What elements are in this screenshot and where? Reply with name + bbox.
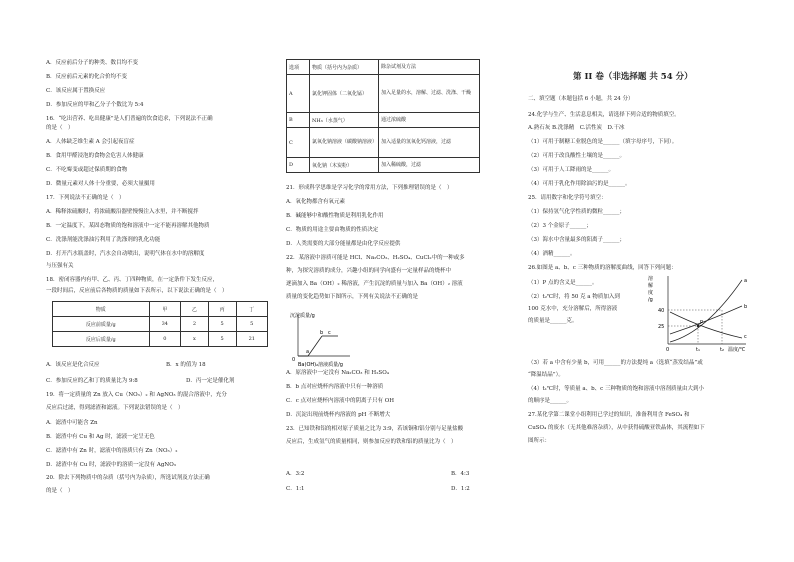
table-row bbox=[53, 332, 268, 347]
table-cell: 5 bbox=[208, 332, 236, 347]
point-p bbox=[697, 325, 699, 327]
q17-stem: 17．下列说法不正确的是（ ） bbox=[46, 195, 125, 201]
table-header-row bbox=[53, 302, 268, 317]
q15-option-a: A．反应前后分子的种类、数目均不变 bbox=[46, 60, 138, 66]
q18-option-c: C．参加反应的乙和丁的质量比为 9:8 bbox=[46, 378, 138, 384]
q18-table bbox=[52, 301, 268, 347]
x-axis-label: 温度/℃ bbox=[728, 347, 746, 353]
q26-part-4-cont: 的顺序是______。 bbox=[528, 398, 573, 404]
q26-part-2-cont1: 100 克水中，充分溶解后，所得溶液 bbox=[528, 306, 618, 312]
curve-c bbox=[670, 312, 742, 338]
x-tick-0: 0 bbox=[666, 347, 670, 353]
q22-option-a: A．原溶液中一定没有 Na₂CO₃ 和 H₂SO₄ bbox=[286, 370, 389, 376]
q20-stem: 20．除去下列物质中的杂质（括号内为杂质），所选试剂及方法正确 bbox=[46, 475, 210, 481]
y-tick-40: 40 bbox=[658, 308, 665, 314]
q26-stem: 26.如图是 a、b、c 三种物质的溶解度曲线，回答下列问题： bbox=[528, 265, 677, 271]
curve-rise bbox=[308, 336, 322, 356]
x-axis-label: Ba(OH)₂溶液质量/g bbox=[298, 362, 343, 368]
q20-stem-cont: 的是（ ） bbox=[46, 488, 74, 494]
q15-option-d: D．参加反应的甲和乙分子个数比为 5:4 bbox=[46, 102, 144, 108]
table-cell: 氯化钾固体（二氧化锰） bbox=[310, 75, 379, 113]
q24-stem: 24.化学与生产、生活息息相关，请选择下列合适的物质填空。 bbox=[528, 112, 680, 118]
q17-option-b: B．一定温度下，某固态物质的饱和溶液中一定不能再溶解其他物质 bbox=[46, 223, 210, 229]
curve-b-label: b bbox=[744, 304, 748, 310]
origin-label: 0 bbox=[292, 357, 296, 363]
q26-solubility-chart bbox=[646, 272, 754, 358]
point-p-label: P bbox=[700, 320, 704, 326]
q19-option-a: A．滤渣中可能含 Zn bbox=[46, 420, 98, 426]
curve-c-label: c bbox=[744, 334, 747, 340]
q21-option-c: C．物质的用途主要由物质的性质决定 bbox=[286, 227, 379, 233]
q22-stem-cont1: 种，为探究溶质的成分，兴趣小组的同学向盛有一定量样品的烧杯中 bbox=[286, 268, 452, 274]
q19-option-d: D．滤渣中有 Cu 时，滤液中的溶质一定没有 AgNO₃ bbox=[46, 462, 176, 468]
q26-part-1: （1）P 点的含义是______。 bbox=[528, 280, 598, 286]
q26-part-3: （3）若 a 中含有少量 b，可用______的方法提纯 a（选填“蒸发结晶”或 bbox=[528, 360, 703, 366]
q23-option-b: B．4:3 bbox=[451, 471, 470, 477]
table-cell: 反应后质量/g bbox=[53, 332, 150, 347]
q18-option-a: A．该反应是化合反应 bbox=[46, 362, 100, 368]
table-cell: 21 bbox=[236, 332, 268, 347]
table-cell: 0 bbox=[149, 332, 180, 347]
q25-stem: 25．请用数字和化学符号填空： bbox=[528, 195, 607, 201]
q18-stem-cont: 一段时间后，反应前后各物质的质量如下表所示，以下说法正确的是（ ） bbox=[46, 288, 228, 294]
q25-part-3: （3）海水中含量最多的阳离子______； bbox=[528, 237, 626, 243]
q26-part-2: （2）t₂℃时，将 50 克 a 物质加入到 bbox=[528, 294, 620, 300]
q22-option-d: D．沉淀出现前烧杯内溶液的 pH 不断增大 bbox=[286, 412, 391, 418]
q25-part-2: （2）3 个金原子______； bbox=[528, 223, 592, 229]
table-cell: D bbox=[287, 158, 310, 173]
table-row bbox=[287, 75, 480, 113]
q22-option-c: C．c 点对应烧杯内溶液中的阴离子只有 OH bbox=[286, 398, 395, 404]
q16-option-d: D．微量元素对人体十分重要，必须大量摄用 bbox=[46, 181, 155, 187]
q26-part-4: （4）t₁℃时，等质量 a、b、c 三种物质的饱和溶液中溶剂质量由大到小 bbox=[528, 386, 704, 392]
table-cell: 5 bbox=[208, 317, 236, 332]
q23-option-c: C．1:1 bbox=[286, 486, 305, 492]
q23-stem-cont: 反应后，生成氢气的质量相同，则参加反应的铁和铝的质量比为（ ） bbox=[286, 439, 457, 445]
table-header-cell: 丙 bbox=[208, 302, 236, 317]
table-row bbox=[287, 158, 480, 173]
table-cell: 加入稀硫酸，过滤 bbox=[379, 158, 480, 173]
table-cell: 氯氧化钠溶液（碳酸钠溶液） bbox=[310, 128, 379, 158]
table-cell: NH₃（水蒸气） bbox=[310, 113, 379, 128]
table-cell: B bbox=[287, 113, 310, 128]
q16-option-a: A．人体缺乏维生素 A 会引起夜盲症 bbox=[46, 139, 135, 145]
table-header-cell: 乙 bbox=[181, 302, 209, 317]
table-header-cell: 物质 bbox=[53, 302, 150, 317]
q25-part-4: （4）酒精______。 bbox=[528, 251, 576, 257]
x-tick-t1: t₁ bbox=[696, 347, 700, 353]
point-label-a: a bbox=[306, 349, 310, 355]
q26-part-3-cont: “降温结晶”）。 bbox=[528, 372, 564, 378]
table-row bbox=[287, 128, 480, 158]
y-axis-label: 沉淀质量/g bbox=[290, 313, 315, 319]
q17-option-a: A．稀释浓硫酸时，将浓硫酸沿器壁慢慢注入水里，并不断搅拌 bbox=[46, 209, 199, 215]
q21-option-d: D．人类需要的大部分能量都是由化学反应提供 bbox=[286, 241, 401, 247]
q22-stem: 22．某溶液中溶质可能是 HCl、Na₂CO₃、H₂SO₄、CuCl₂中的一种或多 bbox=[286, 255, 465, 261]
q23-option-a: A．3:2 bbox=[286, 471, 305, 477]
table-header-cell: 甲 bbox=[149, 302, 180, 317]
q16-stem-cont: 的是（ ） bbox=[46, 125, 74, 131]
q24-part-1: （1）可用于制糖工业脱色的是______（填字母序号，下同）。 bbox=[528, 139, 678, 145]
y-label-char: /g bbox=[648, 297, 653, 303]
x-tick-t2: t₂ bbox=[720, 347, 724, 353]
y-label-char: 溶 bbox=[648, 276, 654, 282]
q17-option-d: D．打开汽水瓶盖时，汽水会自动喷出，说明气体在水中的溶解度 bbox=[46, 251, 205, 257]
q25-part-1: （1）保持氢气化学性质的微粒______； bbox=[528, 209, 626, 215]
q27-stem-cont1: CuSO₄ 的废水（无其他难溶杂质），从中获得硫酸亚铁晶体，其流程如下 bbox=[528, 425, 705, 431]
q22-stem-cont3: 质量的变化趋势如下图所示，下列有关说法不正确的是 bbox=[286, 294, 419, 300]
table-header-row bbox=[287, 60, 480, 75]
q19-option-c: C．滤渣中有 Zn 时，滤液中的溶质只有 Zn（NO₃）₂ bbox=[46, 448, 178, 454]
table-cell: 5 bbox=[236, 317, 268, 332]
table-cell: A bbox=[287, 75, 310, 113]
q17-option-d-cont: 与压强有关 bbox=[46, 263, 74, 269]
table-cell: x bbox=[181, 332, 209, 347]
q18-option-b: B．x 的值为 18 bbox=[166, 362, 206, 368]
table-cell: 34 bbox=[149, 317, 180, 332]
q21-stem: 21．形成科学思维是学习化学的常用方法，下列推理错误的是（ ） bbox=[286, 185, 453, 191]
table-cell: 反应前质量/g bbox=[53, 317, 150, 332]
table-cell: C bbox=[287, 128, 310, 158]
section-2-title: 第 II 卷（非选择题 共 54 分） bbox=[573, 72, 693, 82]
q18-option-d: D．丙一定是催化剂 bbox=[186, 378, 235, 384]
q19-stem-cont: 反应后过滤，得到滤渣和滤液。下列说法错误的是（ ） bbox=[46, 405, 184, 411]
section-2-subtitle: 二、填空题（本题包括 6 小题，共 24 分） bbox=[528, 96, 634, 102]
q21-option-a: A．氧化物都含有氧元素 bbox=[286, 199, 345, 205]
q19-option-b: B．滤渣中有 Cu 和 Ag 时，滤液一定呈无色 bbox=[46, 434, 155, 440]
table-cell: 2 bbox=[181, 317, 209, 332]
table-cell: 氧化钠（木炭粉） bbox=[310, 158, 379, 173]
q18-stem: 18．密闭容器内有甲、乙、丙、丁四种物质，在一定条件下发生反应， bbox=[46, 277, 219, 283]
q20-table bbox=[286, 59, 480, 173]
table-cell: 加入适量的氢氧化钙溶液，过滤 bbox=[379, 128, 480, 158]
q26-part-2-cont2: 的质量是______克。 bbox=[528, 318, 578, 324]
q24-part-4: （4）可用于乳化作用除油污的是______。 bbox=[528, 181, 631, 187]
q15-option-c: C．该反应属于置换反应 bbox=[46, 88, 106, 94]
q22-option-b: B．b 点对应烧杯内溶液中只有一种溶质 bbox=[286, 384, 384, 390]
y-tick-25: 25 bbox=[658, 324, 665, 330]
q23-stem: 23．已知铁和铝的相对原子质量之比为 3:9，若该铜和铝分别与足量盐酸 bbox=[286, 426, 464, 432]
q16-option-c: C．不吃霉变或超过保质期的食物 bbox=[46, 167, 128, 173]
point-label-c: c bbox=[328, 330, 331, 336]
q21-option-b: B．碱能够中和酸性物质是利用乳化作用 bbox=[286, 213, 384, 219]
point-label-b: b bbox=[320, 330, 324, 336]
table-header-cell: 选项 bbox=[287, 60, 310, 75]
q24-part-3: （3）可用于人工降雨的是______。 bbox=[528, 167, 615, 173]
table-header-cell: 丁 bbox=[236, 302, 268, 317]
q27-stem-cont2: 图所示： bbox=[528, 438, 551, 444]
q24-part-2: （2）可用于改良酸性土壤的是______。 bbox=[528, 153, 626, 159]
q23-option-d: D．1:2 bbox=[451, 486, 470, 492]
q16-option-b: B．食用甲醛浸泡的食物会危害人体健康 bbox=[46, 153, 144, 159]
table-header-cell: 物质（括号内为杂质） bbox=[310, 60, 379, 75]
curve-a-label: a bbox=[744, 278, 748, 284]
table-header-cell: 除杂试剂及方法 bbox=[379, 60, 480, 75]
q24-choices: A.熟石灰 B.洗涤精 C.活性炭 D.干冰 bbox=[528, 125, 625, 131]
q22-precipitate-chart bbox=[286, 308, 366, 368]
y-label-char: 解 bbox=[648, 283, 654, 289]
q16-stem: 16．“吃出营养、吃出健康”是人们普遍的饮食追求，下列说法不正确 bbox=[46, 116, 213, 122]
table-row bbox=[53, 317, 268, 332]
q17-option-c: C．洗涤剂能洗涤油污利用了洗涤剂的乳化功能 bbox=[46, 237, 161, 243]
table-row bbox=[287, 113, 480, 128]
q19-stem: 19．将一定质量的 Zn 放入 Cu（NO₃）₂ 和 AgNO₃ 的混合溶液中，充分 bbox=[46, 392, 227, 398]
q27-stem: 27.某化学第二课堂小组利用已学过的知识，准备利用含 FeSO₄ 和 bbox=[528, 412, 690, 418]
table-cell: 通过浓硫酸 bbox=[379, 113, 480, 128]
q15-option-b: B．反应前后元素的化合价均不变 bbox=[46, 74, 128, 80]
q22-stem-cont2: 逐滴加入 Ba（OH）₂ 稀溶液，产生沉淀的质量与加入 Ba（OH）₂ 溶液 bbox=[286, 281, 463, 287]
table-cell: 加入足量的水，溶解、过滤、洗涤、干燥 bbox=[379, 75, 480, 113]
y-label-char: 度 bbox=[648, 290, 654, 296]
